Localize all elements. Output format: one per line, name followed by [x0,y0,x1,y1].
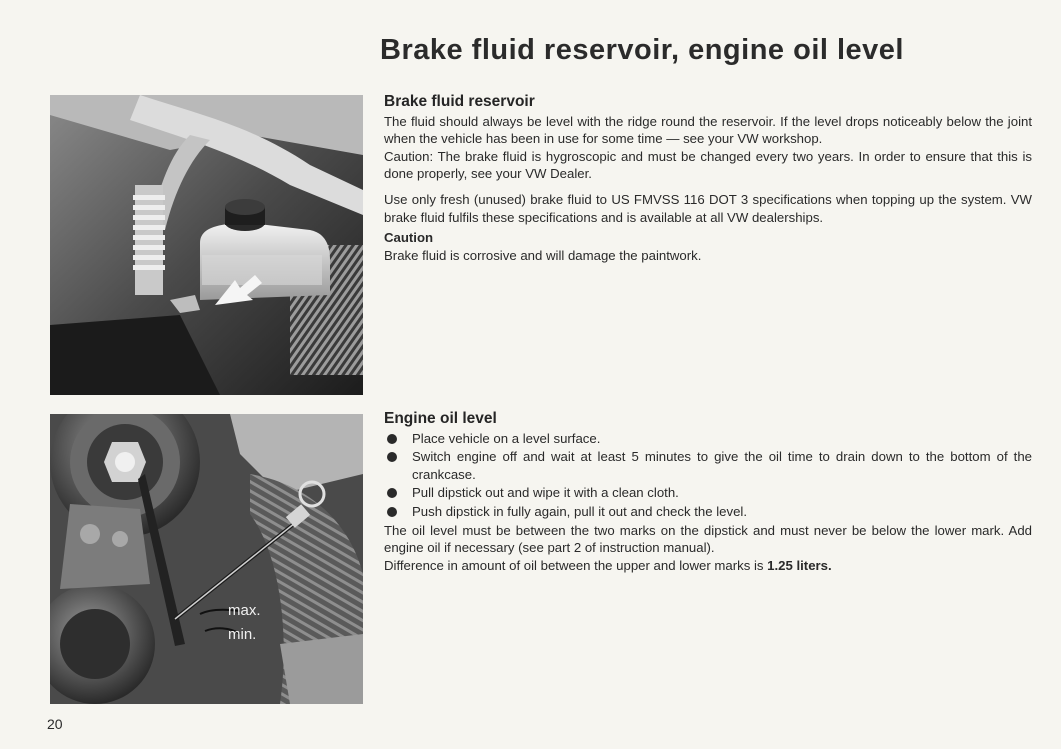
list-item [384,430,1032,448]
caution-text: Brake fluid is corrosive and will damage the paintwork. [384,247,702,263]
caution-heading: Caution [384,230,434,246]
page-title: Brake fluid reservoir, engine oil level [380,34,904,66]
list-item-text: Switch engine off and wait at least 5 minutes to give the oil time to drain down to the bottom of the crankcase. [412,449,1032,482]
brake-paragraph-2: Caution: The brake fluid is hygroscopic and must be changed every two years. In order to ensure that this is done properly, see your VW Dealer. [384,148,1032,182]
brake-fluid-reservoir-photo [50,95,363,395]
brake-fluid-section [384,93,1032,264]
max-mark-label: max. [228,602,261,619]
list-item-text: Place vehicle on a level surface. [412,430,601,446]
engine-dipstick-photo [50,414,363,704]
list-item [384,503,1032,521]
oil-section-heading: Engine oil level [384,410,497,427]
list-item-text: Pull dipstick out and wipe it with a clean cloth. [412,485,679,501]
bullet-icon [387,507,397,517]
oil-paragraph-1: The oil level must be between the two marks on the dipstick and must never be below the lower mark. Add engine oil if necessary (see part 2 of instruction manual). [384,522,1032,556]
list-item [384,448,1032,483]
list-item [384,484,1032,502]
brake-paragraph-1: The fluid should always be level with the ridge round the reservoir. If the level drops noticeably below the joint when the vehicle has been in use for some time — see your VW workshop. [384,113,1032,147]
brake-paragraph-3: Use only fresh (unused) brake fluid to US FMVSS 116 DOT 3 specifications when topping up the system. VW brake fluid fulfils these specifications and is available at all VW dealerships. [384,191,1032,225]
oil-difference-value: 1.25 liters. [767,557,832,573]
oil-steps-list [384,430,1032,521]
bullet-icon [387,434,397,444]
engine-oil-section [384,410,1032,574]
min-mark-label: min. [228,626,257,643]
oil-paragraph-2 [384,557,1032,575]
page-number: 20 [47,716,63,732]
bullet-icon [387,452,397,462]
bullet-icon [387,488,397,498]
oil-difference-text: Difference in amount of oil between the upper and lower marks is [384,557,768,573]
list-item-text: Push dipstick in fully again, pull it out and check the level. [412,503,748,519]
brake-section-heading: Brake fluid reservoir [384,93,535,110]
